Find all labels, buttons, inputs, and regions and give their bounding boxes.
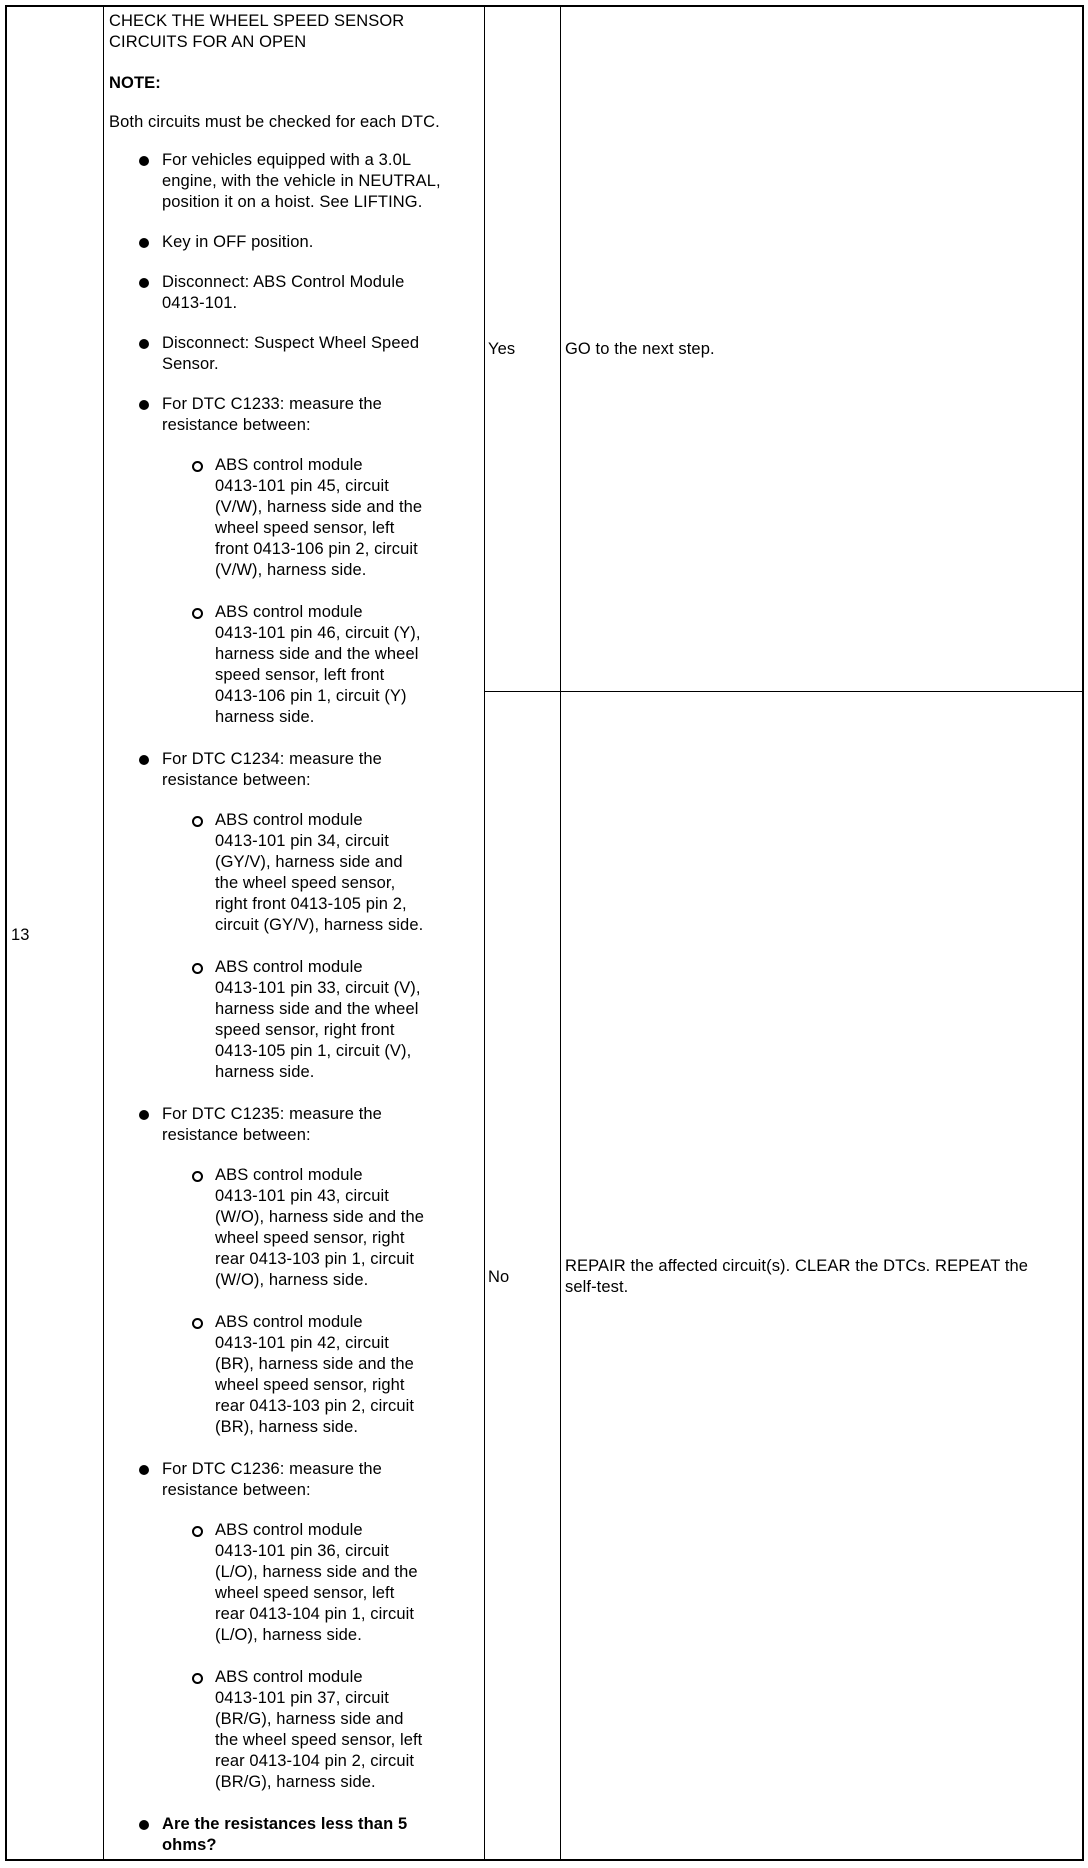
- bullet-dot: [139, 755, 149, 765]
- sub-bullet-circle: [192, 608, 203, 619]
- sub-bullet-circle: [192, 1526, 203, 1537]
- outcome-yes-label: Yes: [488, 340, 516, 358]
- note-text: Both circuits must be checked for each DTC.: [109, 113, 440, 131]
- column-divider-action: [484, 5, 485, 1861]
- measurement-c1236-pin37: ABS control module 0413-101 pin 37, circuit (BR/G), harness side and the wheel speed sensor, left rear 0413-104 pin 2, circuit (BR/G), harness side.: [215, 1668, 423, 1791]
- instruction-dtc-c1236: For DTC C1236: measure the resistance between:: [162, 1460, 382, 1499]
- bullet-dot: [139, 1110, 149, 1120]
- instruction-dtc-c1233: For DTC C1233: measure the resistance between:: [162, 395, 382, 434]
- instruction-dtc-c1234: For DTC C1234: measure the resistance between:: [162, 750, 382, 789]
- sub-bullet-circle: [192, 816, 203, 827]
- instruction-disconnect-sensor: Disconnect: Suspect Wheel Speed Sensor.: [162, 334, 420, 373]
- measurement-c1233-pin45: ABS control module 0413-101 pin 45, circuit (V/W), harness side and the wheel speed sensor, left front 0413-106 pin 2, circuit (V/W), harness side.: [215, 456, 423, 579]
- note-label: NOTE:: [109, 74, 161, 92]
- bullet-dot: [139, 1465, 149, 1475]
- bullet-dot: [139, 278, 149, 288]
- sub-bullet-circle: [192, 1318, 203, 1329]
- bullet-dot: [139, 156, 149, 166]
- instruction-disconnect-module: Disconnect: ABS Control Module 0413-101.: [162, 273, 405, 312]
- instruction-hoist: For vehicles equipped with a 3.0L engine, with the vehicle in NEUTRAL, position it on a hoist. See LIFTING.: [162, 151, 441, 211]
- measurement-c1235-pin43: ABS control module 0413-101 pin 43, circuit (W/O), harness side and the wheel speed sensor, right rear 0413-103 pin 1, circuit (W/O), harness side.: [215, 1166, 425, 1289]
- bullet-dot: [139, 339, 149, 349]
- outcome-no-label: No: [488, 1268, 510, 1286]
- row-divider-outcomes: [484, 691, 1083, 692]
- outcome-yes-action: GO to the next step.: [565, 340, 715, 358]
- step-title: CHECK THE WHEEL SPEED SENSOR CIRCUITS FOR AN OPEN: [109, 12, 405, 51]
- measurement-c1233-pin46: ABS control module 0413-101 pin 46, circuit (Y), harness side and the wheel speed sensor, left front 0413-106 pin 1, circuit (Y) harness side.: [215, 603, 421, 726]
- bullet-dot: [139, 400, 149, 410]
- sub-bullet-circle: [192, 461, 203, 472]
- bullet-dot: [139, 1820, 149, 1830]
- column-divider-result: [560, 5, 561, 1861]
- measurement-c1236-pin36: ABS control module 0413-101 pin 36, circuit (L/O), harness side and the wheel speed sensor, left rear 0413-104 pin 1, circuit (L/O), harness side.: [215, 1521, 418, 1644]
- measurement-c1234-pin33: ABS control module 0413-101 pin 33, circuit (V), harness side and the wheel speed sensor, right front 0413-105 pin 1, circuit (V), harness side.: [215, 958, 421, 1081]
- sub-bullet-circle: [192, 963, 203, 974]
- sub-bullet-circle: [192, 1673, 203, 1684]
- column-divider-step: [103, 5, 104, 1861]
- sub-bullet-circle: [192, 1171, 203, 1182]
- question-resistance: Are the resistances less than 5 ohms?: [162, 1815, 408, 1854]
- measurement-c1235-pin42: ABS control module 0413-101 pin 42, circuit (BR), harness side and the wheel speed sensor, right rear 0413-103 pin 2, circuit (BR), harness side.: [215, 1313, 415, 1436]
- step-number: 13: [11, 926, 30, 944]
- instruction-key-off: Key in OFF position.: [162, 233, 314, 251]
- instruction-dtc-c1235: For DTC C1235: measure the resistance between:: [162, 1105, 382, 1144]
- outcome-no-action: REPAIR the affected circuit(s). CLEAR the DTCs. REPEAT the self-test.: [565, 1257, 1029, 1296]
- measurement-c1234-pin34: ABS control module 0413-101 pin 34, circuit (GY/V), harness side and the wheel speed sensor, right front 0413-105 pin 2, circuit (GY/V), harness side.: [215, 811, 424, 934]
- bullet-dot: [139, 238, 149, 248]
